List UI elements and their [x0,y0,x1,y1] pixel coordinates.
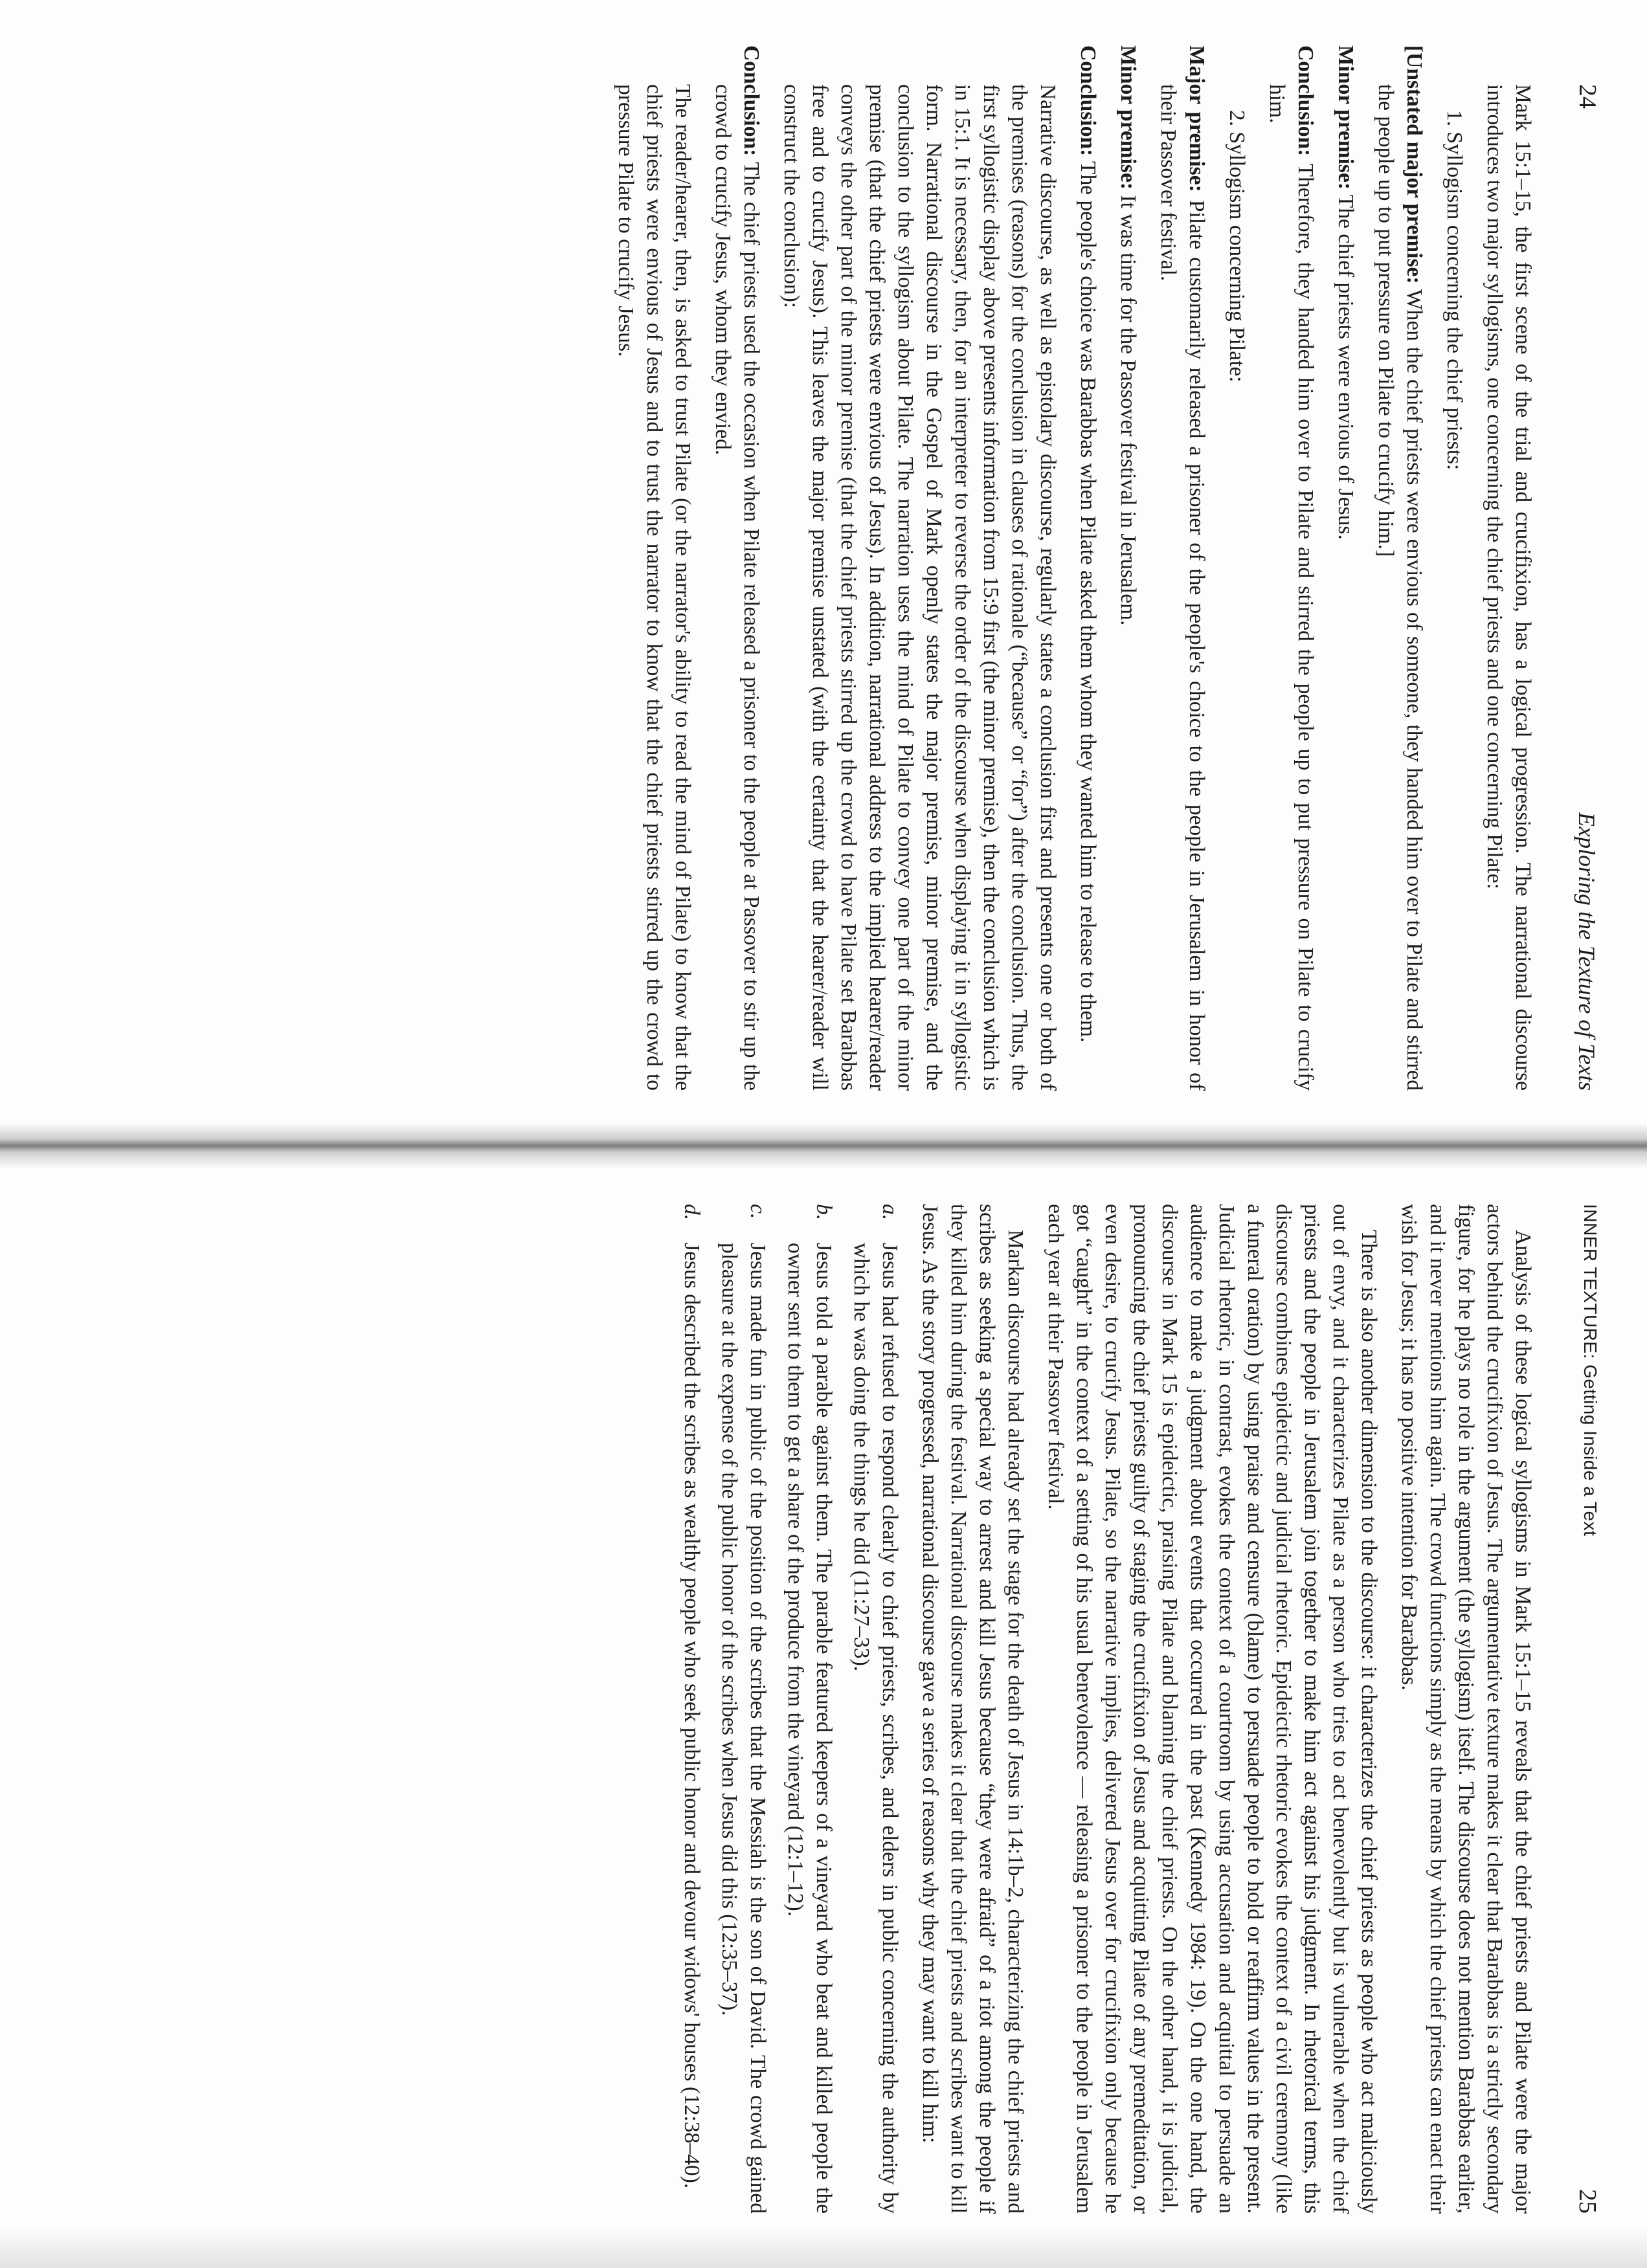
item-text: Jesus made fun in public of the position of the scribes that the Messiah is the son of David. The crowd gained pleasure at the expense of the public honor of the scribes when Jesus did this (12:35–37). [717,1243,770,2214]
syllogism-2-major-premise [1154,45,1211,1091]
label: Minor premise: [1334,45,1358,190]
reason-item [677,1204,706,2214]
text: It was time for the Passover festival in Jerusalem. [1116,195,1140,626]
label: Conclusion: [739,45,763,157]
text: Therefore, they handed him over to Pilate and stirred the people up to put pressure on Pilate to crucify him. [1265,84,1317,1091]
left-page [599,45,1608,1091]
label: Major premise: [1185,45,1209,192]
left-running-head [1563,84,1608,1091]
label: Conclusion: [1294,45,1317,157]
label: Minor premise: [1116,45,1140,190]
syllogism-1-major-premise [1371,45,1428,1091]
text: When the chief priests were envious of someone, they handed him over to Pilate and stirred the people up to put pressure on Pilate to crucify him.] [1374,84,1426,1091]
text: Pilate customarily released a prisoner of the people's choice to the people in Jerusalem in honor of their Passover festival. [1156,84,1209,1091]
syllogism-2-minor-premise [1114,45,1142,1091]
syllogism-1-heading: 1. Syllogism concerning the chief priests: [1442,110,1466,471]
left-page-body [611,45,1563,1091]
syllogism-2-conclusion [1073,45,1102,1091]
item-marker: a. [878,1204,902,1221]
item-marker: d. [680,1204,704,1221]
label: Conclusion: [1076,45,1100,157]
item-marker: b. [812,1204,836,1221]
reason-item [781,1204,838,2214]
item-text: Jesus described the scribes as wealthy people who seek public honor and devour widows' houses (12:38–40). [680,1243,704,2189]
right-page-body [677,1204,1563,2214]
page-edge-shadow [0,2227,1647,2268]
text: The people's choice was Barabbas when Pilate asked them whom they wanted him to release to them. [1076,161,1100,1043]
text: The chief priests used the occasion when Pilate released a prisoner to the people at Passover to stir up the crowd to crucify Jesus, whom they envied. [711,84,763,1091]
right-page [668,1204,1608,2214]
intro-paragraph: Mark 15:1–15, the first scene of the trial and crucifixion, has a logical progression. The narrational discourse introduces two major syllogisms, one concerning the chief priests and one concerning Pilate: [1483,84,1535,1091]
book-spine [0,1123,1647,1168]
page-number: 24 [1574,84,1601,109]
running-title: INNER TEXTURE: Getting Inside a Text [1580,1204,1600,1537]
narrative-discourse-paragraph: Narrative discourse, as well as epistolary discourse, regularly states a conclusion first and presents one or both of the premises (reasons) for the conclusion in clauses of rationale (“because” or “for”) after the conclusion. Thus, the first syllogistic display above presents information from 15:9 first (the minor premise), then the conclusion which is in 15:1. It is necessary, then, for an interpreter to reverse the order of the discourse when displaying it in syllogistic form. Narrational discourse in the Gospel of Mark openly states the major premise, minor premise, and the conclusion to the syllogism about Pilate. The narration uses the mind of Pilate to convey one part of the minor premise (that the chief priests were envious of Jesus). In addition, narrational address to the implied hearer/reader conveys the other part of the minor premise (that the chief priests stirred up the crowd to have Pilate set Barabbas free and to crucify Jesus). This leaves the major premise unstated (with the certainty that the hearer/reader will construct the conclusion): [779,84,1060,1091]
right-running-head [1563,1204,1608,2214]
running-title: Exploring the Texture of Texts [1574,812,1600,1091]
analysis-paragraph: Analysis of these logical syllogisms in Mark 15:1–15 reveals that the chief priests and Pilate were the major actors behind the crucifixion of Jesus. The argumentative texture makes it clear that Barabbas is a strictly secondary figure, for he plays no role in the argument (the syllogism) itself. The discourse does not mention Barabbas earlier, and it never mentions him again. The crowd functions simply as the means by which the chief priests can enact their wish for Jesus; it has no positive intention for Barabbas. [1397,1204,1535,2214]
syllogism-2-heading: 2. Syllogism concerning Pilate: [1225,110,1249,383]
reason-item [715,1204,772,2214]
closing-paragraph: The reader/hearer, then, is asked to trust Pilate (or the narrator's ability to read the mind of Pilate) to know that the chief priests were envious of Jesus and to trust the narrator to know that the chief priests stirred up the crowd to pressure Pilate to crucify Jesus. [614,84,695,1091]
item-text: Jesus had refused to respond clearly to chief priests, scribes, and elders in public concerning the authority by which he was doing the things he did (11:27–33). [849,1243,902,2214]
syllogism-1-conclusion [1262,45,1319,1091]
syllogism-1-minor-premise [1331,45,1360,1091]
final-conclusion [708,45,765,1091]
item-marker: c. [746,1204,770,1219]
item-text: Jesus told a parable against them. The parable featured keepers of a vineyard who beat and killed people the owner sent to them to get a share of the produce from the vineyard (12:1–12). [783,1243,836,2214]
label: [Unstated major premise: [1402,45,1426,284]
page-number: 25 [1574,2189,1601,2214]
reason-item [847,1204,904,2214]
markan-discourse-paragraph: Markan discourse had already set the stage for the death of Jesus in 14:1b–2, characterizing the chief priests and scribes as seeking a special way to arrest and kill Jesus because “they were afraid” of a riot among the people if they killed him during the festival. Narrational discourse makes it clear that the chief priests and scribes want to kill Jesus. As the story progressed, narrational discourse gave a series of reasons why they may want to kill him: [918,1204,1027,2214]
text: The chief priests were envious of Jesus. [1334,194,1358,540]
rhetoric-paragraph: There is also another dimension to the discourse: it characterizes the chief priests as people who act maliciously out of envy, and it characterizes Pilate as a person who tries to act benevolently but is vulnerable when the chief priests and the people in Jerusalem join together to make him act against his judgment. In rhetorical terms, this discourse combines epideictic and judicial rhetoric. Epideictic rhetoric evokes the context of a civil ceremony (like a funeral oration) by using praise and censure (blame) to persuade people to hold or reaffirm values in the present. Judicial rhetoric, in contrast, evokes the context of a courtroom by using accusation and acquittal to persuade an audience to make a judgment about events that occurred in the past (Kennedy 1984: 19). On the one hand, the discourse in Mark 15 is epideictic, praising Pilate and blaming the chief priests. On the other hand, it is judicial, pronouncing the chief priests guilty of staging the crucifixion of Jesus and acquitting Pilate of any premeditation, or even desire, to crucify Jesus. Pilate, so the narrative implies, delivered Jesus over for crucifixion only because he got “caught” in the context of a setting of his usual benevolence — releasing a prisoner to the people in Jerusalem each year at their Passover festival. [1044,1204,1381,2214]
